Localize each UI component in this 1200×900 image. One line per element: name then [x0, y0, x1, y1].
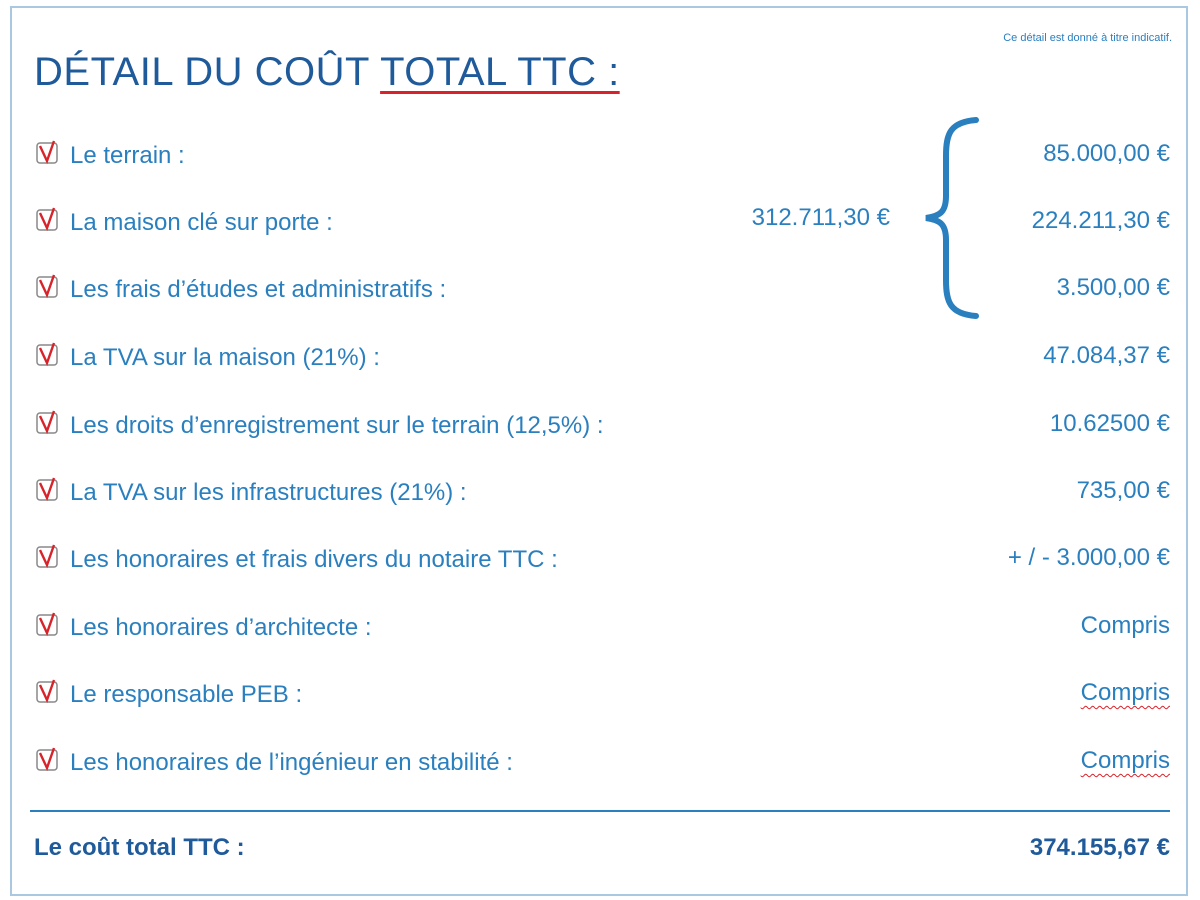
cost-amount: 10.62500 €	[1049, 410, 1170, 437]
cost-amount: 47.084,37 €	[1043, 342, 1170, 369]
disclaimer-note: Ce détail est donné à titre indicatif.	[1003, 32, 1172, 44]
checkbox-v-icon	[34, 677, 62, 705]
cost-label: La TVA sur la maison (21%) :	[70, 344, 380, 371]
cost-row-tva-maison	[34, 338, 1170, 378]
checkbox-v-icon	[34, 340, 62, 368]
cost-label: Les droits d’enregistrement sur le terrain (12,5%) :	[70, 412, 604, 439]
cost-label: Le responsable PEB :	[70, 681, 303, 708]
cost-amount: 735,00 €	[1076, 477, 1170, 504]
cost-row-maison	[34, 203, 1170, 243]
subtotal-amount: 312.711,30 €	[751, 204, 890, 231]
checkbox-v-icon	[34, 542, 62, 570]
cost-amount: 85.000,00 €	[1043, 140, 1170, 167]
checkbox-v-icon	[34, 475, 62, 503]
checkbox-v-icon	[34, 205, 62, 233]
cost-label: Les honoraires de l’ingénieur en stabilité :	[70, 749, 513, 776]
cost-row-droits-enregistrement	[34, 406, 1170, 446]
cost-label: La maison clé sur porte :	[70, 209, 333, 236]
checkbox-v-icon	[34, 745, 62, 773]
title-part-1: DÉTAIL DU COÛT	[34, 50, 381, 94]
cost-row-peb	[34, 675, 1170, 715]
cost-label: Les frais d’études et administratifs :	[70, 276, 447, 303]
cost-amount: Compris	[1080, 747, 1170, 774]
total-label: Le coût total TTC :	[34, 834, 245, 861]
total-value: 374.155,67 €	[1029, 834, 1170, 861]
cost-row-ingenieur	[34, 743, 1170, 783]
cost-label: Le terrain :	[70, 142, 185, 169]
checkbox-v-icon	[34, 408, 62, 436]
cost-row-terrain	[34, 136, 1170, 176]
cost-label: Les honoraires et frais divers du notaire TTC :	[70, 546, 558, 573]
cost-amount: + / - 3.000,00 €	[1007, 544, 1170, 571]
title-part-2: TOTAL TTC :	[380, 50, 620, 94]
cost-amount: 3.500,00 €	[1056, 274, 1170, 301]
cost-amount: Compris	[1080, 679, 1170, 706]
curly-brace-icon	[920, 116, 990, 320]
checkbox-v-icon	[34, 610, 62, 638]
cost-row-tva-infrastructures	[34, 473, 1170, 513]
checkbox-v-icon	[34, 138, 62, 166]
cost-amount: Compris	[1080, 612, 1170, 639]
cost-label: La TVA sur les infrastructures (21%) :	[70, 479, 467, 506]
checkbox-v-icon	[34, 272, 62, 300]
page-title	[34, 50, 620, 95]
total-divider	[30, 810, 1170, 812]
cost-amount: 224.211,30 €	[1031, 207, 1170, 234]
cost-label: Les honoraires d’architecte :	[70, 614, 372, 641]
cost-row-architecte	[34, 608, 1170, 648]
cost-row-frais-etudes	[34, 270, 1170, 310]
cost-row-notaire	[34, 540, 1170, 580]
